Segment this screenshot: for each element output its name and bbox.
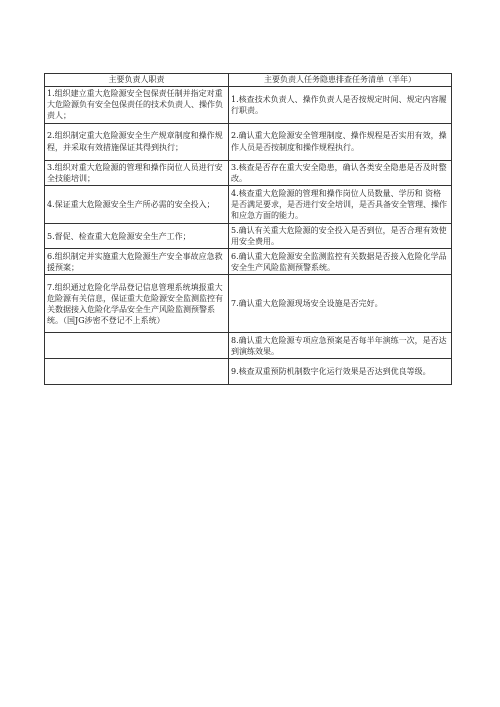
table-row [45,249,452,275]
table-row [45,123,452,160]
checklist-cell: 9.核查双重预防机制数字化运行效果是否达到优良等级。 [229,359,452,385]
responsibility-cell [45,359,229,385]
checklist-cell: 5.确认有关重大危险源的安全投入是否到位，是否合理有效使用安全费用。 [229,224,452,249]
header-responsibilities: 主要负责人职责 [45,74,229,87]
table-row [45,186,452,224]
table-row [45,160,452,185]
table-row [45,224,452,249]
responsibility-cell: 6.组织制定并实施重大危险源生产安全事故应急救援预案； [45,249,229,275]
header-checklist: 主要负责人任务隐患排查任务清单（半年） [229,74,452,87]
responsibility-cell: 4.保证重大危险源安全生产所必需的安全投入； [45,186,229,224]
responsibility-cell: 1.组织建立重大危险源安全包保责任制并指定对重大危险源负有安全包保责任的技术负责人、操作负责人； [45,87,229,124]
checklist-cell: 2.确认重大危险源安全管理制度、操作规程是否实用有效，操作人员是否按制度和操作规程执行。 [229,123,452,160]
responsibility-cell: 3.组织对重大危险源的管理和操作岗位人员进行安全技能培训； [45,160,229,185]
table-row [45,87,452,124]
table-header-row [45,74,452,87]
checklist-cell: 4.核查重大危险源的管理和操作岗位人员数量、学历和 资格是否满足要求，是否进行安全培训，是否具备安全管理、操作和应急方面的能力。 [229,186,452,224]
checklist-cell: 3.核查是否存在重大安全隐患，确认各类安全隐患是否及时整改。 [229,160,452,185]
responsibility-cell: 5.督促、检查重大危险源安全生产工作； [45,224,229,249]
checklist-cell: 8.确认重大危险源专项应急预案是否每半年演练一次，是否达到演练效果。 [229,333,452,359]
duty-checklist-table [44,73,452,385]
table-row [45,275,452,333]
checklist-cell: 6.确认重大危险源安全监测监控有关数据是否接入危险化学品安全生产风险监测预警系统。 [229,249,452,275]
checklist-cell: 7.确认重大危险源现场安全设施是否完好。 [229,275,452,333]
responsibility-cell: 2.组织制定重大危险源安全生产规章制度和操作规程，并采取有效措施保证其得到执行； [45,123,229,160]
responsibility-cell: 7.组织通过危险化学品登记信息管理系统填报重大危险源有关信息，保证重大危险源安全监测监控有关数据接入危险化学品安全生产风险监测预警系统。（国JG涉密不登记不上系统） [45,275,229,333]
duty-checklist-sheet [44,73,451,385]
responsibility-cell [45,333,229,359]
table-row [45,333,452,359]
table-row [45,359,452,385]
checklist-cell: 1.核查技术负责人、操作负责人是否按规定时间、规定内容履行职责。 [229,87,452,124]
